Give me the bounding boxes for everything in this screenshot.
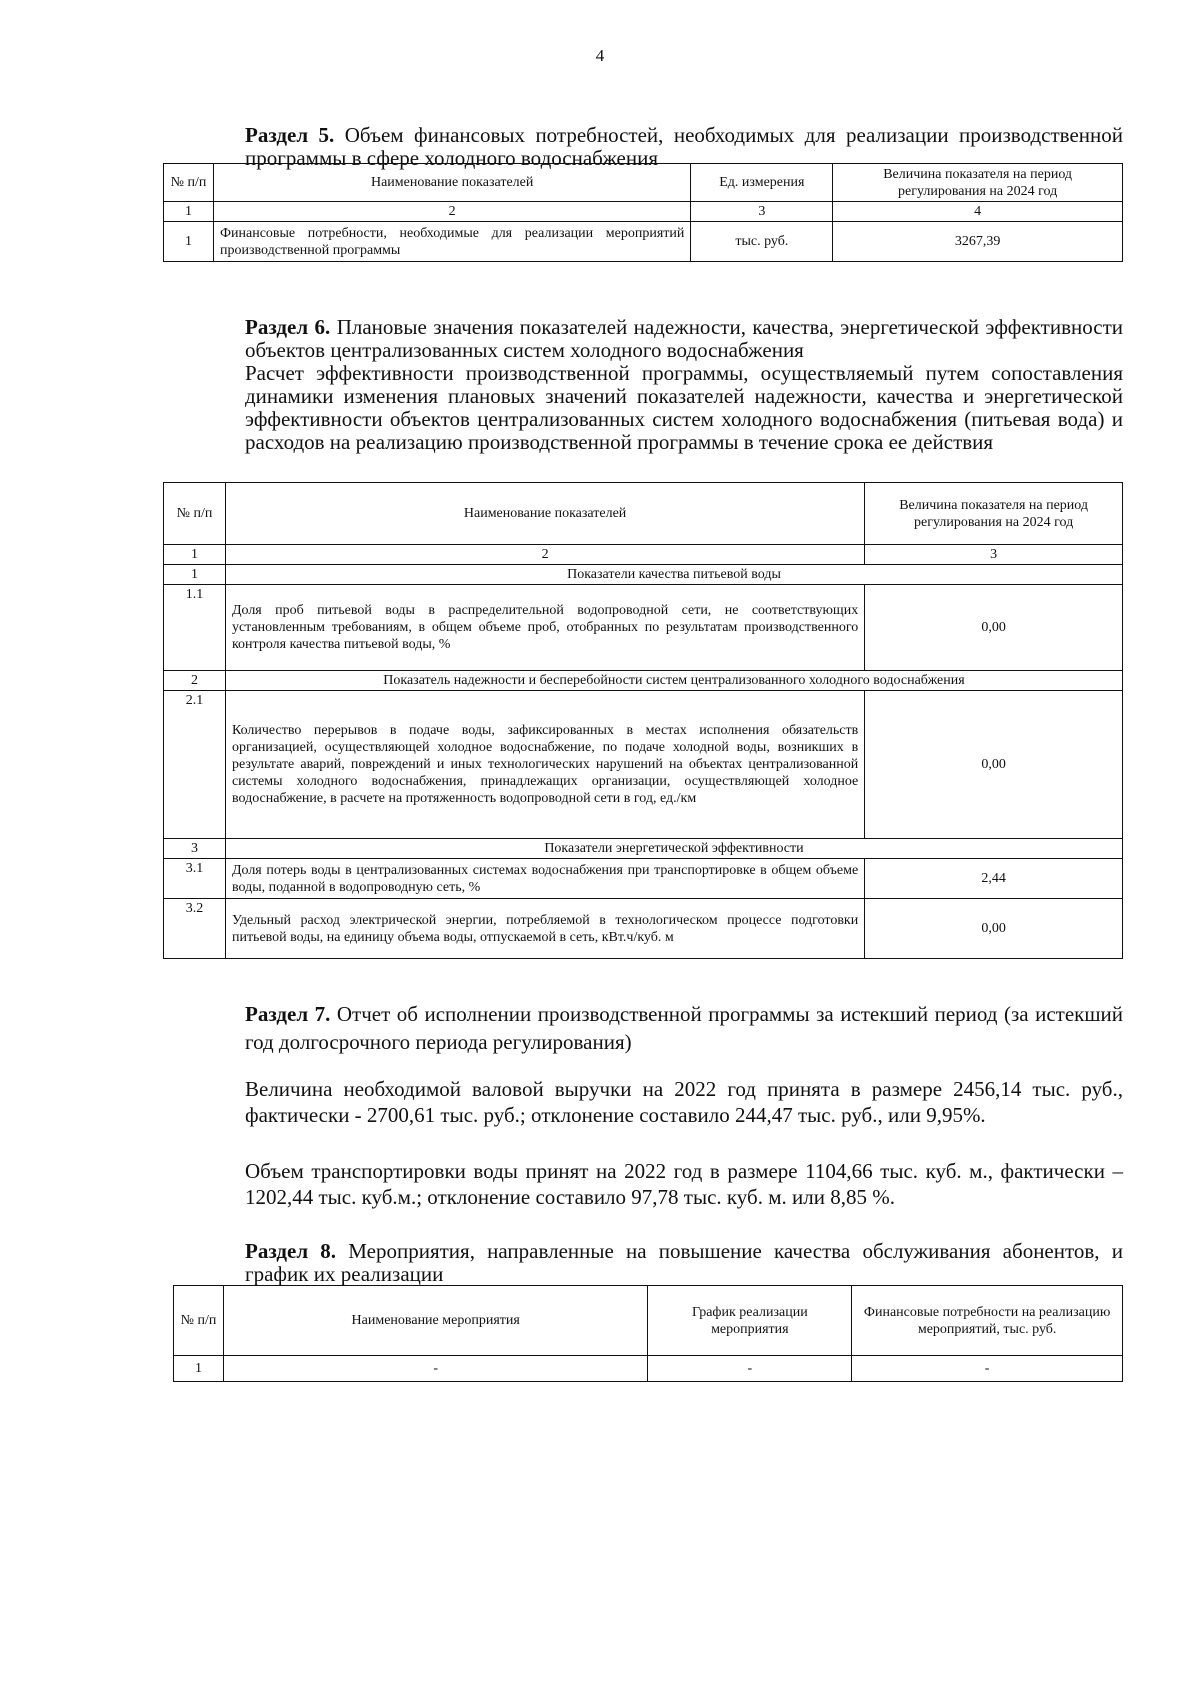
s5-colnum-3: 3 xyxy=(691,202,833,222)
section7-para2-text: Объем транспортировки воды принят на 2022 год в размере 1104,66 тыс. куб. м., фактически – 1202,44 тыс. куб.м.; отклонение составило 97,78 тыс. куб. м. или 8,85 %. xyxy=(245,1159,1123,1209)
s6-row-1-1-value: 0,00 xyxy=(865,585,1123,671)
table-row xyxy=(174,1356,1123,1382)
s6-group3-num: 3 xyxy=(164,839,226,859)
s6-colnum-2: 2 xyxy=(225,545,864,565)
section8-heading xyxy=(163,1240,1123,1286)
table-row xyxy=(164,222,1123,262)
s8-header-schedule: График реализации мероприятия xyxy=(648,1286,852,1356)
section8-table xyxy=(173,1285,1123,1382)
s8-header-finance: Финансовые потребности на реализацию мероприятий, тыс. руб. xyxy=(852,1286,1123,1356)
s6-group1-title: Показатели качества питьевой воды xyxy=(225,565,1122,585)
section7-label: Раздел 7. xyxy=(245,1002,331,1026)
table-row xyxy=(164,691,1123,839)
s8-row-finance: - xyxy=(852,1356,1123,1382)
table-row xyxy=(164,585,1123,671)
s6-header-value: Величина показателя на период регулирования на 2024 год xyxy=(865,483,1123,545)
table-row xyxy=(164,671,1123,691)
table-row xyxy=(164,565,1123,585)
table-row xyxy=(164,839,1123,859)
s6-header-name: Наименование показателей xyxy=(225,483,864,545)
s6-group3-title: Показатели энергетической эффективности xyxy=(225,839,1122,859)
s6-row-3-2-value: 0,00 xyxy=(865,899,1123,959)
s5-header-unit: Ед. измерения xyxy=(691,164,833,202)
s6-row-2-1-num: 2.1 xyxy=(164,691,226,839)
section7-para1 xyxy=(163,1076,1123,1128)
s8-row-num: 1 xyxy=(174,1356,224,1382)
s5-row-name: Финансовые потребности, необходимые для реализации мероприятий производственной программы xyxy=(213,222,690,262)
s8-header-name: Наименование мероприятия xyxy=(223,1286,647,1356)
section8-title: Мероприятия, направленные на повышение качества обслуживания абонентов, и график их реализации xyxy=(245,1239,1123,1286)
s6-row-3-1-value: 2,44 xyxy=(865,859,1123,899)
s5-header-name: Наименование показателей xyxy=(213,164,690,202)
s5-colnum-2: 2 xyxy=(213,202,690,222)
section5-table xyxy=(163,163,1123,262)
s6-row-1-1-name: Доля проб питьевой воды в распределительной водопроводной сети, не соответствующих установленным требованиям, в общем объеме проб, отобранных по результатам производственного контроля качества питьевой воды, % xyxy=(225,585,864,671)
s6-row-3-1-name: Доля потерь воды в централизованных системах водоснабжения при транспортировке в общем объеме воды, поданной в водопроводную сеть, % xyxy=(225,859,864,899)
s6-colnum-3: 3 xyxy=(865,545,1123,565)
s5-colnum-1: 1 xyxy=(164,202,214,222)
s8-row-name: - xyxy=(223,1356,647,1382)
s6-group2-title: Показатель надежности и бесперебойности систем централизованного холодного водоснабжения xyxy=(225,671,1122,691)
s5-row-unit: тыс. руб. xyxy=(691,222,833,262)
s6-row-3-1-num: 3.1 xyxy=(164,859,226,899)
s6-group2-num: 2 xyxy=(164,671,226,691)
section7-title: Отчет об исполнении производственной программы за истекший период (за истекший год долгосрочного периода регулирования) xyxy=(245,1002,1124,1054)
s5-colnum-4: 4 xyxy=(833,202,1123,222)
s6-row-1-1-num: 1.1 xyxy=(164,585,226,671)
s8-header-num: № п/п xyxy=(174,1286,224,1356)
section7-para1-text: Величина необходимой валовой выручки на 2022 год принята в размере 2456,14 тыс. руб., фактически - 2700,61 тыс. руб.; отклонение составило 244,47 тыс. руб., или 9,95%. xyxy=(245,1077,1123,1127)
table-row xyxy=(164,859,1123,899)
page-number: 4 xyxy=(595,46,605,65)
section6-heading xyxy=(163,316,1123,454)
s6-colnum-1: 1 xyxy=(164,545,226,565)
s5-header-num: № п/п xyxy=(164,164,214,202)
s6-row-3-2-num: 3.2 xyxy=(164,899,226,959)
s6-row-3-2-name: Удельный расход электрической энергии, потребляемой в технологическом процессе подготовки питьевой воды, на единицу объема воды, отпускаемой в сеть, кВт.ч/куб. м xyxy=(225,899,864,959)
section5-title: Объем финансовых потребностей, необходимых для реализации производственной программы в сфере холодного водоснабжения xyxy=(245,123,1123,170)
section6-intro: Расчет эффективности производственной программы, осуществляемый путем сопоставления динамики изменения плановых значений показателей надежности, качества и энергетической эффективности объектов централизованных систем холодного водоснабжения (питьевая вода) и расходов на реализацию производственной программы в течение срока ее действия xyxy=(245,361,1123,454)
s5-row-num: 1 xyxy=(164,222,214,262)
s6-group1-num: 1 xyxy=(164,565,226,585)
s8-row-schedule: - xyxy=(648,1356,852,1382)
s5-header-value: Величина показателя на период регулирования на 2024 год xyxy=(833,164,1123,202)
section5-label: Раздел 5. xyxy=(245,123,335,147)
section6-table xyxy=(163,482,1123,959)
table-row xyxy=(164,899,1123,959)
section6-title: Плановые значения показателей надежности, качества, энергетической эффективности объектов централизованных систем холодного водоснабжения xyxy=(245,315,1123,362)
s6-row-2-1-name: Количество перерывов в подаче воды, зафиксированных в местах исполнения обязательств организацией, осуществляющей холодное водоснабжение, по подаче холодной воды, возникших в результате аварий, повреждений и иных технологических нарушений на объектах централизованной системы холодного водоснабжения, принадлежащих организации, осуществляющей холодное водоснабжение, в расчете на протяженность водопроводной сети в год, ед./км xyxy=(225,691,864,839)
section8-label: Раздел 8. xyxy=(245,1239,337,1263)
section6-label: Раздел 6. xyxy=(245,315,331,339)
s5-row-value: 3267,39 xyxy=(833,222,1123,262)
section7-para2 xyxy=(163,1158,1123,1210)
s6-header-num: № п/п xyxy=(164,483,226,545)
s6-row-2-1-value: 0,00 xyxy=(865,691,1123,839)
section7-heading xyxy=(163,1000,1123,1056)
